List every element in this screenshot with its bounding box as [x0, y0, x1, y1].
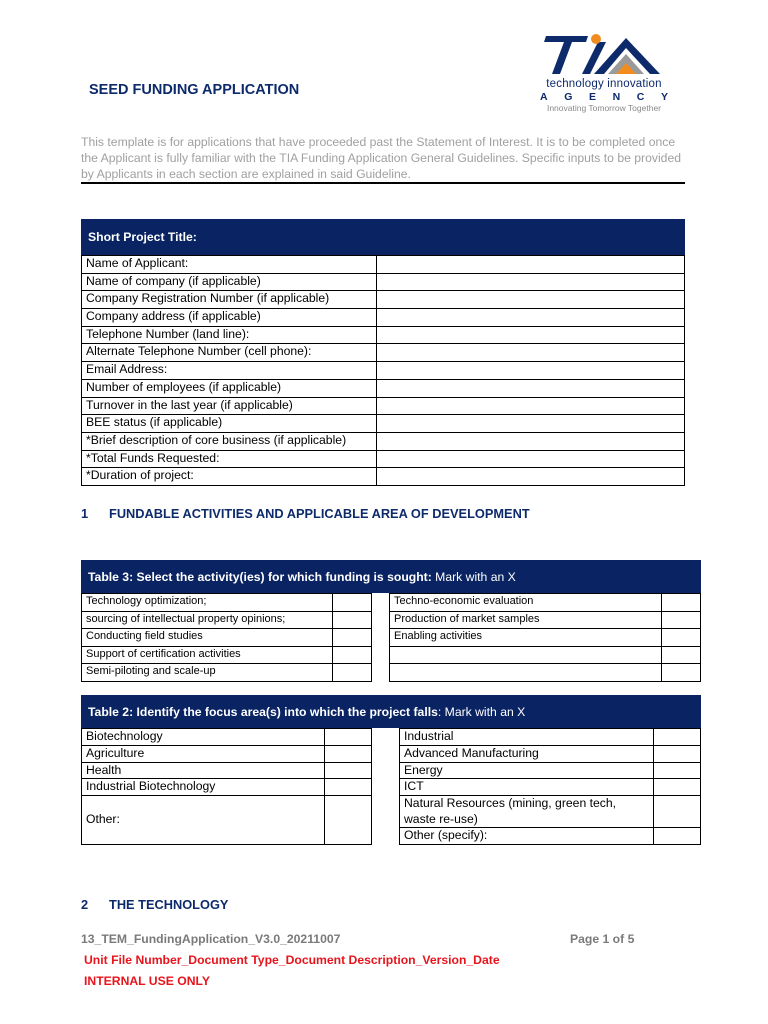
option-mark-box[interactable] — [333, 594, 372, 612]
option-label: Other: — [82, 796, 325, 845]
option-mark-box[interactable] — [325, 796, 372, 845]
table-row — [390, 594, 701, 612]
table-row — [82, 344, 685, 362]
field-label: *Brief description of core business (if applicable) — [82, 432, 377, 450]
field-value-input[interactable] — [377, 468, 685, 486]
option-mark-box[interactable] — [654, 828, 701, 845]
field-value-input[interactable] — [377, 273, 685, 291]
field-value-input[interactable] — [377, 326, 685, 344]
table-row — [400, 762, 701, 779]
field-value-input[interactable] — [377, 309, 685, 327]
header-divider — [81, 182, 685, 184]
field-value-input[interactable] — [377, 450, 685, 468]
table-row — [82, 291, 685, 309]
table-row — [82, 779, 372, 796]
project-details-table — [81, 255, 685, 486]
option-mark-box[interactable] — [654, 796, 701, 828]
table-row — [82, 256, 685, 274]
option-mark-box[interactable] — [325, 729, 372, 746]
table-row — [82, 415, 685, 433]
table-row — [390, 646, 701, 664]
field-value-input[interactable] — [377, 256, 685, 274]
option-label: Energy — [400, 762, 654, 779]
logo-tagline: Innovating Tomorrow Together — [546, 103, 662, 113]
option-mark-box[interactable] — [662, 594, 701, 612]
table-row — [82, 397, 685, 415]
field-label: Turnover in the last year (if applicable) — [82, 397, 377, 415]
option-label — [390, 664, 662, 682]
field-label: *Total Funds Requested: — [82, 450, 377, 468]
footer-classification: INTERNAL USE ONLY — [84, 974, 210, 988]
option-label: Production of market samples — [390, 611, 662, 629]
table-row — [400, 745, 701, 762]
option-mark-box[interactable] — [333, 611, 372, 629]
table-row — [82, 362, 685, 380]
field-value-input[interactable] — [377, 415, 685, 433]
table2-left — [81, 728, 372, 845]
option-mark-box[interactable] — [654, 779, 701, 796]
option-mark-box[interactable] — [662, 629, 701, 647]
option-label: Health — [82, 762, 325, 779]
option-mark-box[interactable] — [333, 664, 372, 682]
field-label: Company Registration Number (if applicable) — [82, 291, 377, 309]
option-mark-box[interactable] — [662, 611, 701, 629]
logo-text-line1: technology innovation — [546, 78, 662, 90]
table-row — [82, 611, 372, 629]
option-label: Other (specify): — [400, 828, 654, 845]
option-label: Semi-piloting and scale-up — [82, 664, 333, 682]
option-label: sourcing of intellectual property opinions; — [82, 611, 333, 629]
field-label: Email Address: — [82, 362, 377, 380]
option-label: Natural Resources (mining, green tech, waste re-use) — [400, 796, 654, 828]
field-value-input[interactable] — [377, 344, 685, 362]
option-mark-box[interactable] — [325, 745, 372, 762]
table-row — [82, 326, 685, 344]
option-label: Support of certification activities — [82, 646, 333, 664]
field-value-input[interactable] — [377, 362, 685, 380]
option-label: Agriculture — [82, 745, 325, 762]
table-row — [390, 664, 701, 682]
option-label: ICT — [400, 779, 654, 796]
table3-header: Table 3: Select the activity(ies) for which funding is sought: Mark with an X — [81, 560, 701, 593]
field-label: BEE status (if applicable) — [82, 415, 377, 433]
footer-doc-id: 13_TEM_FundingApplication_V3.0_20211007 — [81, 932, 341, 946]
intro-paragraph: This template is for applications that have proceeded past the Statement of Interest. It is to be completed once the Applicant is fully familiar with the TIA Funding Application General Guidelines. Specific inputs to be provided by Applicants in each section are explained in said Guideline. — [81, 135, 682, 181]
logo-text-agency: A G E N C Y — [540, 91, 668, 103]
table-row — [82, 594, 372, 612]
table3-right — [389, 593, 701, 682]
table-row — [390, 611, 701, 629]
table2-header: Table 2: Identify the focus area(s) into which the project falls : Mark with an X — [81, 695, 701, 728]
table-row — [400, 729, 701, 746]
section-2-heading: 2 THE TECHNOLOGY — [81, 897, 229, 912]
field-value-input[interactable] — [377, 379, 685, 397]
table-row — [82, 796, 372, 845]
table-row — [82, 629, 372, 647]
option-mark-box[interactable] — [325, 779, 372, 796]
table-row — [82, 745, 372, 762]
table-row — [400, 796, 701, 828]
option-mark-box[interactable] — [325, 762, 372, 779]
option-mark-box[interactable] — [333, 629, 372, 647]
section-1-heading: 1 FUNDABLE ACTIVITIES AND APPLICABLE AREA OF DEVELOPMENT — [81, 506, 530, 521]
table-row — [82, 468, 685, 486]
option-mark-box[interactable] — [654, 762, 701, 779]
field-label: Name of Applicant: — [82, 256, 377, 274]
option-mark-box[interactable] — [662, 646, 701, 664]
option-label: Industrial — [400, 729, 654, 746]
table-row — [82, 379, 685, 397]
field-value-input[interactable] — [377, 291, 685, 309]
table-row — [82, 762, 372, 779]
field-label: Company address (if applicable) — [82, 309, 377, 327]
option-mark-box[interactable] — [654, 745, 701, 762]
field-label: Telephone Number (land line): — [82, 326, 377, 344]
option-label: Technology optimization; — [82, 594, 333, 612]
tia-logo-mark-icon — [536, 32, 672, 78]
table-row — [82, 450, 685, 468]
field-label: *Duration of project: — [82, 468, 377, 486]
tia-logo — [536, 32, 672, 116]
option-label: Advanced Manufacturing — [400, 745, 654, 762]
table2-right — [399, 728, 701, 845]
project-table-header: Short Project Title: — [81, 219, 685, 255]
option-label: Industrial Biotechnology — [82, 779, 325, 796]
table-row — [82, 664, 372, 682]
option-label — [390, 646, 662, 664]
field-value-input[interactable] — [377, 432, 685, 450]
field-label: Name of company (if applicable) — [82, 273, 377, 291]
field-value-input[interactable] — [377, 397, 685, 415]
table-row — [400, 828, 701, 845]
field-label: Alternate Telephone Number (cell phone): — [82, 344, 377, 362]
option-label: Biotechnology — [82, 729, 325, 746]
table3-left — [81, 593, 372, 682]
table-row — [82, 309, 685, 327]
document-title: SEED FUNDING APPLICATION — [89, 82, 300, 98]
footer-naming-convention: Unit File Number_Document Type_Document Description_Version_Date — [84, 953, 500, 967]
table-row — [82, 729, 372, 746]
option-mark-box[interactable] — [662, 664, 701, 682]
table-row — [82, 432, 685, 450]
option-label: Conducting field studies — [82, 629, 333, 647]
table-row — [82, 646, 372, 664]
option-label: Enabling activities — [390, 629, 662, 647]
footer-page-number: Page 1 of 5 — [570, 932, 635, 946]
table-row — [390, 629, 701, 647]
table-row — [82, 273, 685, 291]
option-mark-box[interactable] — [654, 729, 701, 746]
option-label: Techno-economic evaluation — [390, 594, 662, 612]
field-label: Number of employees (if applicable) — [82, 379, 377, 397]
option-mark-box[interactable] — [333, 646, 372, 664]
table-row — [400, 779, 701, 796]
